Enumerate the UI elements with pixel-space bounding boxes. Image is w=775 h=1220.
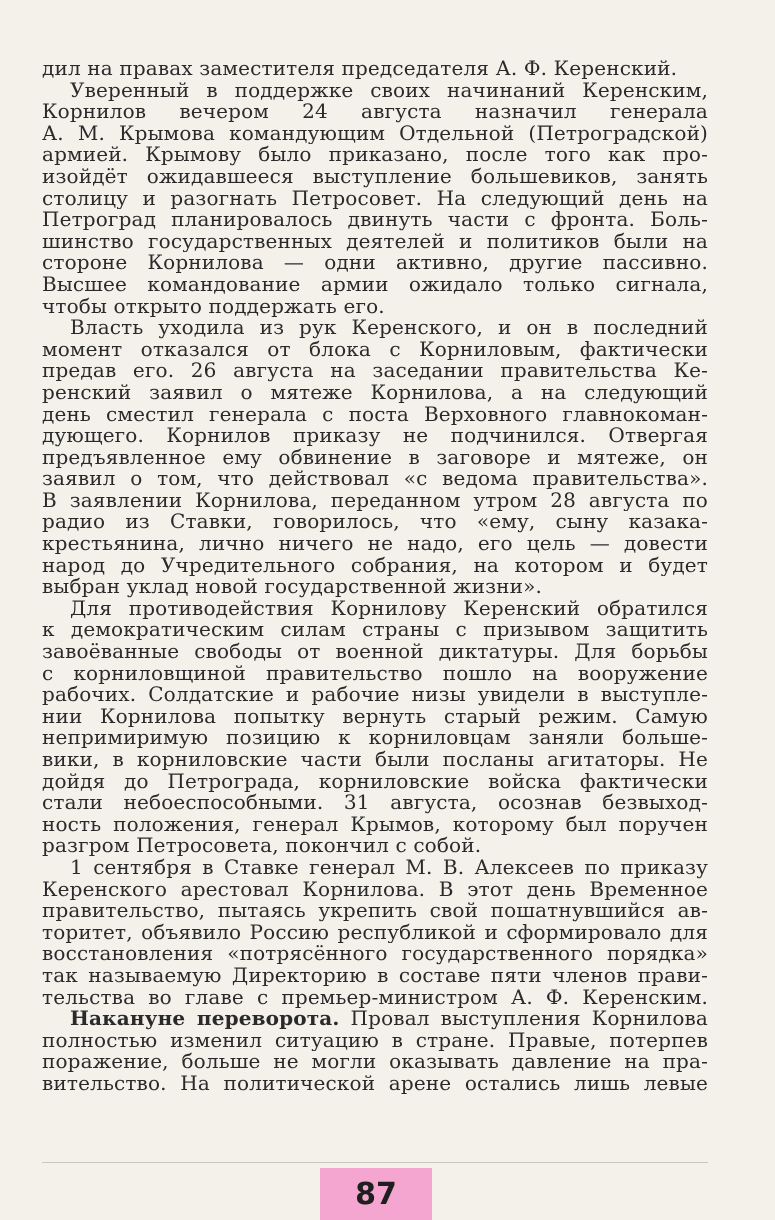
text-line: дил на правах заместителя председателя А. Ф. Керенский. [42, 58, 678, 80]
section-heading: Накануне переворота. [70, 1008, 340, 1030]
text-line: изойдёт ожидавшееся выступление большевиков, занять [42, 165, 708, 188]
page-number-box [320, 1168, 432, 1220]
text-line: дующего. Корнилов приказу не подчинился. Отвергая [42, 425, 708, 447]
text-line: так называемую Директорию в составе пяти членов прави- [42, 964, 708, 987]
text-line: торитет, объявило Россию республикой и сформировало для [42, 921, 708, 944]
text-line: Для противодействия Корнилову Керенский обратился [70, 597, 708, 620]
text-line: нии Корнилова попытку вернуть старый режим. Самую [42, 705, 708, 728]
text-line: вики, в корниловские части были посланы агитаторы. Не [42, 749, 708, 771]
text-line: Высшее командование армии ожидало только сигнала, [42, 273, 708, 296]
text-line: стали небоеспособными. 31 августа, осознав безвыход- [42, 792, 708, 814]
text-line: столицу и разогнать Петросовет. На следующий день на [42, 187, 708, 210]
text-line: В заявлении Корнилова, переданном утром 28 августа по [42, 489, 708, 512]
text-line: А. М. Крымова командующим Отдельной (Петроградской) [42, 122, 708, 145]
text-line: предъявленное ему обвинение в заговоре и мятеже, он [42, 446, 708, 469]
text-line: ность положения, генерал Крымов, которому был поручен [42, 813, 708, 836]
text-line: армией. Крымову было приказано, после того как про- [42, 144, 708, 166]
text-line: чтобы открыто поддержать его. [42, 295, 385, 318]
text-line: шинство государственных деятелей и политиков были на [42, 230, 708, 253]
text-line: выбран уклад новой государственной жизни». [42, 576, 543, 598]
text-line: с корниловщиной правительство пошло на вооружение [42, 662, 708, 685]
text-line: тельства во главе с премьер-министром А. Ф. Керенским. [42, 986, 708, 1009]
text-line: ренский заявил о мятеже Корнилова, а на следующий [42, 381, 708, 404]
text-line: день сместил генерала с поста Верховного главнокоман- [42, 403, 708, 426]
text-line: предав его. 26 августа на заседании правительства Ке- [42, 360, 708, 382]
text-line: разгром Петросовета, покончил с собой. [42, 835, 482, 857]
text-line: Керенского арестовал Корнилова. В этот день Временное [42, 878, 708, 901]
text-line: к демократическим силам страны с призывом защитить [42, 619, 708, 642]
section-first-line-text: Провал выступления Корнилова [339, 1008, 708, 1030]
text-line: дойдя до Петрограда, корниловские войска фактически [42, 770, 708, 793]
text-line: непримиримую позицию к корниловцам заняли больше- [42, 727, 708, 749]
text-line: Петроград планировалось двинуть части с фронта. Боль- [42, 209, 708, 231]
text-line: рабочих. Солдатские и рабочие низы увидели в выступле- [42, 684, 708, 706]
text-line: народ до Учредительного собрания, на котором и будет [42, 554, 708, 577]
text-line: вительство. На политической арене остались лишь левые [42, 1072, 708, 1095]
page-number: 87 [355, 1176, 397, 1212]
text-line: восстановления «потрясённого государственного порядка» [42, 943, 708, 965]
text-line: Корнилов вечером 24 августа назначил генерала [42, 101, 708, 123]
text-line: полностью изменил ситуацию в стране. Правые, потерпев [42, 1029, 708, 1052]
text-line: Власть уходила из рук Керенского, и он в последний [70, 317, 708, 339]
section-first-line [42, 1008, 708, 1030]
text-line: поражение, больше не могли оказывать давление на пра- [42, 1051, 708, 1073]
footer-divider [42, 1162, 708, 1163]
text-line: правительство, пытаясь укрепить свой пошатнувшийся ав- [42, 900, 708, 922]
text-line: крестьянина, лично ничего не надо, его цель — довести [42, 533, 708, 555]
text-line: момент отказался от блока с Корниловым, фактически [42, 338, 708, 361]
page-text [42, 58, 708, 1095]
text-line: завоёванные свободы от военной диктатуры. Для борьбы [42, 641, 708, 663]
text-line: стороне Корнилова — одни активно, другие пассивно. [42, 252, 708, 274]
text-line: заявил о том, что действовал «с ведома правительства». [42, 468, 708, 490]
text-line: Уверенный в поддержке своих начинаний Керенским, [70, 79, 708, 102]
text-line: радио из Ставки, говорилось, что «ему, сыну казака- [42, 511, 708, 534]
text-line: 1 сентября в Ставке генерал М. В. Алексеев по приказу [70, 856, 708, 879]
